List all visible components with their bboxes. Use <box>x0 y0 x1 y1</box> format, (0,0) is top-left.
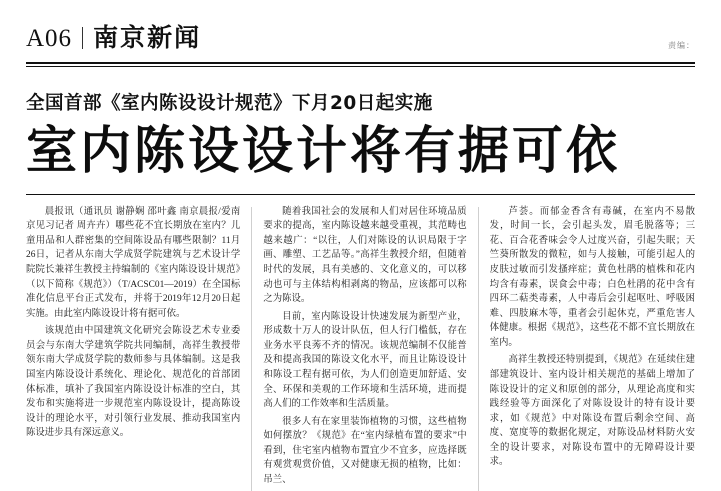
paragraph: 该规范由中国建筑文化研究会陈设艺术专业委员会与东南大学建筑学院共同编制，高祥生教授带领东南大学成贤学院的数师参与具体编制。这是我国室内陈设设计系统化、理论化、规范化的首部团体标准，填补了我国室内陈设设计标准的空白，其发布和实施将进一步规范室内陈设设计，提高陈设设计的理论水平，对引领行业发展、推动我国室内陈设进步具有深远意义。 <box>26 326 241 439</box>
headline-rule <box>26 194 695 195</box>
paragraph: 芦荟。而郁金香含有毒碱，在室内不易散发，时间一长，会引起头发，眉毛脱落等；三花、百合花香味会令人过度兴奋，引起失眠；天竺葵所散发的微粒，如与人接触，可能引起人的皮肤过敏而引发搔痒症；黄色杜鹃的植株和花内均含有毒素，误食会中毒；白色杜鹃的花中含有四环二萜类毒素，人中毒后会引起呕吐、呼吸困难、四肢麻木等，重者会引起休克，严重危害人体健康。根据《规范》，这些花不都不宜长期放在室内。 <box>489 206 695 348</box>
masthead <box>26 0 695 60</box>
headline-main: 室内陈设设计将有据可依 <box>26 121 621 181</box>
paragraph: 很多人有在家里装饰植物的习惯，这些植物如何摆放？《规范》在“室内绿植布置的要求”中看到，住宅室内植物布置宜少不宜多，应选择既有观赏观赏价值，又对健康无损的植物，比如：吊兰、 <box>263 416 467 486</box>
section-title: 南京新闻 <box>93 23 202 52</box>
headline-kicker: 全国首部《室内陈设设计规范》下月20日起实施 <box>26 92 433 114</box>
masthead-divider <box>82 27 83 49</box>
article-column-3 <box>479 205 695 491</box>
paragraph: 晨报讯（通讯员 谢静娴 邵叶鑫 南京晨报/爱南京见习记者 周卉卉）哪些花不宜长期放在室内？儿童用品和人群密集的空间陈设品有哪些限制？11月26日，记者从东南大学成贤学院建筑与艺术设计学院院长兼祥生教授主持编制的《室内陈设设计规范》（以下简称《规范》）（T/ACSC01—2019）在全国标准化信息平台正式发布，并将于2019年12月20日起实施。由此室内陈设设计将有据可依。 <box>26 206 241 319</box>
article-column-1 <box>26 205 251 491</box>
page-code: A06 <box>26 25 73 52</box>
editor-note: 责编： <box>668 41 695 50</box>
paragraph: 高祥生教授还特别提到，《规范》在延续住建部建筑设计、室内设计相关规范的基础上增加了陈设设计的定义和原创的部分，从理论高度和实践经验等方面深化了对陈设设计的特有设计要求，如《规范》中对陈设布置后剩余空间、高度、宽度等的数据化规定，对陈设品材料防火安全的设计要求，对陈设布置中的无障碍设计要求。 <box>489 355 695 468</box>
article-body <box>26 205 695 491</box>
masthead-rule <box>26 62 695 64</box>
paragraph: 目前，室内陈设设计快速发展为新型产业，形成数十万人的设计队伍，但人行门槛低，存在业务水平良莠不齐的情况。该规范编制不仅能普及和提高我国的陈设文化水平，而且让陈设设计和陈设工程有据可依，为人们创造更加舒适、安全、环保和美观的工作环境和生活环境，进而提高人们的工作效率和生活质量。 <box>263 311 467 410</box>
headline-block <box>26 67 695 180</box>
article-column-2 <box>252 205 477 491</box>
paragraph: 随着我国社会的发展和人们对居住环境品质要求的提高，室内陈设越来越受重视，其范畴也越来越广：“以往，人们对陈设的认识局限于字画、雕塑、工艺品等。”高祥生教授介绍，但随着时代的发展，具有美感的、文化意义的，可以移动也可与主体结构相剥离的物品，应该都可以称之为陈设。 <box>263 206 467 305</box>
